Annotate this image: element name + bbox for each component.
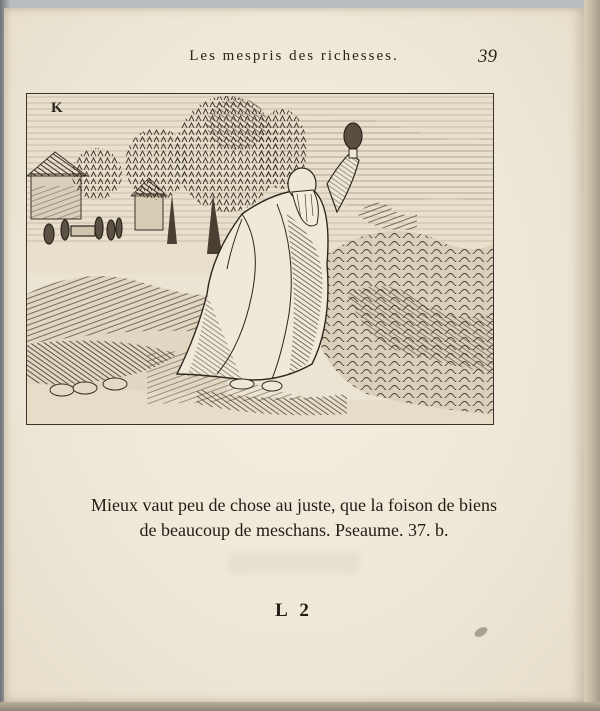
book-page xyxy=(4,8,584,702)
caption-line-2: de beaucoup de meschans. Pseaume. 37. b. xyxy=(139,520,449,540)
caption-line-1: Mieux vaut peu de chose au juste, que la foison de biens xyxy=(91,495,497,515)
running-head: Les mespris des richesses. xyxy=(189,48,399,64)
bottom-edge xyxy=(0,702,600,711)
page-number: 39 xyxy=(478,46,497,67)
engraving-artwork xyxy=(27,94,493,424)
signature-mark: L 2 xyxy=(275,600,313,621)
paper-stain xyxy=(473,625,489,639)
show-through-text xyxy=(229,553,359,573)
page-edge xyxy=(584,0,600,711)
plate-letter: K xyxy=(51,100,63,116)
emblem-caption xyxy=(4,493,584,543)
engraving-illustration xyxy=(26,93,494,425)
